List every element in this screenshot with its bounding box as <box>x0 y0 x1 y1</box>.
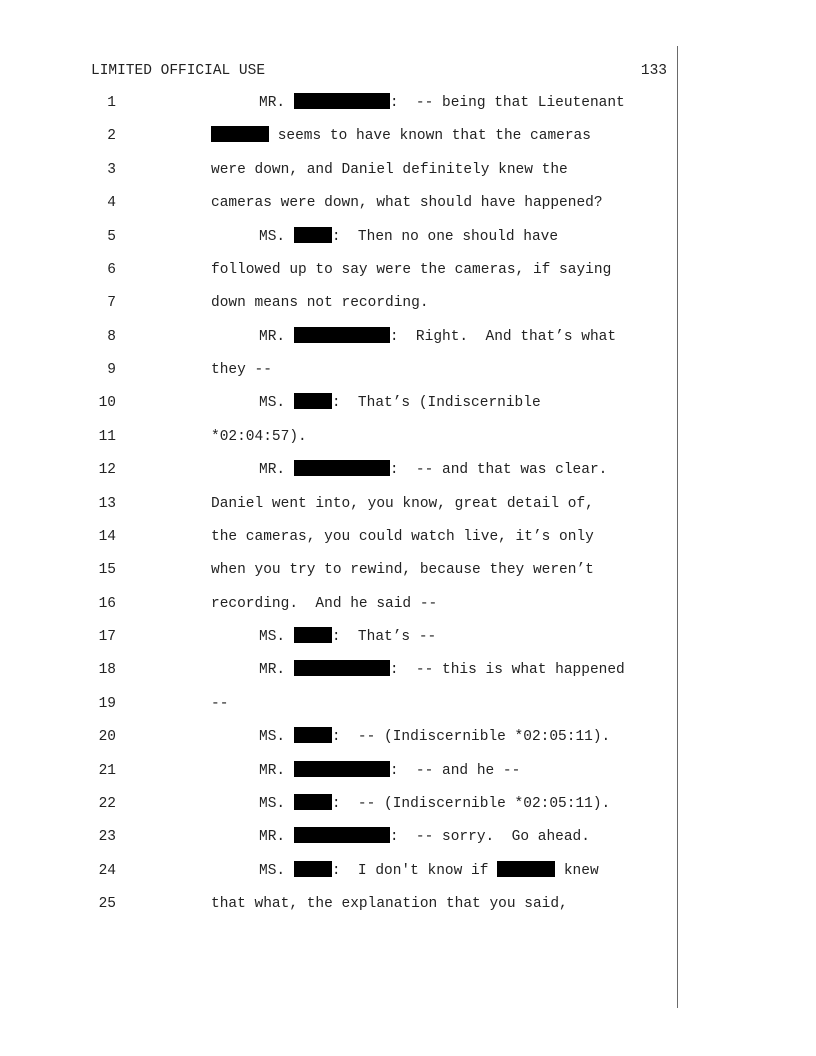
text-segment: MR. <box>259 762 294 779</box>
line-text <box>211 558 594 582</box>
text-segment: were down, and Daniel definitely knew the <box>211 161 568 178</box>
line-number: 6 <box>107 261 116 278</box>
line-text <box>259 792 610 816</box>
transcript-line <box>0 191 676 215</box>
classification-label: LIMITED OFFICIAL USE <box>91 63 266 79</box>
text-segment: : -- and that was clear. <box>389 462 608 479</box>
line-text <box>259 391 541 415</box>
line-number: 13 <box>98 495 116 512</box>
text-segment: : That’s -- <box>331 629 437 645</box>
text-segment: the cameras, you could watch live, it’s only <box>211 528 594 545</box>
line-text <box>211 525 594 549</box>
line-number: 9 <box>107 362 116 378</box>
transcript-line <box>0 792 676 816</box>
line-number: 25 <box>98 896 116 912</box>
redaction-block <box>294 761 390 777</box>
text-segment: MS. <box>259 395 294 412</box>
transcript-line <box>0 692 676 716</box>
line-number: 19 <box>98 695 116 712</box>
redaction-block <box>497 861 555 877</box>
text-segment: MR. <box>259 662 294 679</box>
text-segment: MS. <box>259 795 294 812</box>
line-number: 21 <box>98 762 116 779</box>
text-segment: *02:04:57). <box>211 428 307 445</box>
transcript-line <box>0 124 676 148</box>
line-text <box>259 325 616 349</box>
line-number: 24 <box>98 862 116 879</box>
text-segment: : -- (Indiscernible *02:05:11). <box>331 795 611 812</box>
transcript-line <box>0 291 676 315</box>
text-segment: : -- sorry. Go ahead. <box>389 829 590 846</box>
line-text <box>259 625 436 649</box>
line-number: 7 <box>107 295 116 312</box>
line-text <box>259 225 558 249</box>
line-number: 5 <box>107 228 116 245</box>
text-segment: MS. <box>259 228 294 245</box>
transcript-line <box>0 492 676 516</box>
line-text <box>211 158 568 182</box>
transcript-line <box>0 225 676 249</box>
redaction-block <box>294 794 332 810</box>
line-text <box>211 191 603 215</box>
line-text <box>259 658 625 682</box>
line-number: 17 <box>98 629 116 645</box>
transcript-line <box>0 325 676 349</box>
text-segment: MR. <box>259 95 294 111</box>
transcript-line <box>0 625 676 649</box>
text-segment: : That’s (Indiscernible <box>331 395 541 412</box>
transcript-line <box>0 358 676 382</box>
text-segment: when you try to rewind, because they weren’t <box>211 562 594 579</box>
line-text <box>211 425 307 449</box>
line-number: 14 <box>98 528 116 545</box>
line-number: 22 <box>98 795 116 812</box>
transcript-line <box>0 658 676 682</box>
line-number: 12 <box>98 462 116 479</box>
line-text <box>211 358 272 382</box>
line-text <box>259 458 607 482</box>
redaction-block <box>294 393 332 409</box>
text-segment: : -- and he -- <box>389 762 521 779</box>
redaction-block <box>294 460 390 476</box>
line-number: 18 <box>98 662 116 679</box>
line-text <box>259 725 610 749</box>
text-segment: : -- this is what happened <box>389 662 625 679</box>
page-number: 133 <box>640 63 667 79</box>
text-segment: -- <box>211 695 229 712</box>
line-text <box>211 592 437 616</box>
line-number: 23 <box>98 829 116 846</box>
redaction-block <box>294 861 332 877</box>
transcript-line <box>0 859 676 883</box>
text-segment: down means not recording. <box>211 295 429 312</box>
text-segment: : I don't know if <box>331 862 498 879</box>
right-margin-rule <box>677 46 678 1008</box>
line-text <box>259 859 599 883</box>
transcript-line <box>0 158 676 182</box>
line-number: 8 <box>107 328 116 345</box>
text-segment: followed up to say were the cameras, if saying <box>211 261 612 278</box>
text-segment: : Right. And that’s what <box>389 328 617 345</box>
line-number: 11 <box>98 428 116 445</box>
line-text <box>259 91 625 115</box>
redaction-block <box>294 660 390 676</box>
transcript-line <box>0 425 676 449</box>
text-segment: MS. <box>259 862 294 879</box>
redaction-block <box>294 327 390 343</box>
line-number: 1 <box>107 95 116 111</box>
transcript-line <box>0 759 676 783</box>
line-text <box>211 492 594 516</box>
line-number: 10 <box>98 395 116 412</box>
line-text <box>259 759 520 783</box>
text-segment: : Then no one should have <box>331 228 559 245</box>
text-segment: cameras were down, what should have happened? <box>211 195 603 212</box>
redaction-block <box>294 727 332 743</box>
text-segment: : -- being that Lieutenant <box>389 95 625 111</box>
line-number: 2 <box>107 128 116 145</box>
transcript-line <box>0 458 676 482</box>
text-segment: that what, the explanation that you said, <box>211 896 568 912</box>
line-number: 4 <box>107 195 116 212</box>
text-segment: recording. And he said -- <box>211 595 438 612</box>
text-segment: MS. <box>259 629 294 645</box>
line-number: 16 <box>98 595 116 612</box>
line-number: 20 <box>98 729 116 746</box>
redaction-block <box>294 627 332 643</box>
text-segment: MR. <box>259 328 294 345</box>
text-segment: knew <box>555 862 599 879</box>
text-segment: they -- <box>211 362 272 378</box>
transcript-line <box>0 391 676 415</box>
line-text <box>211 124 591 148</box>
line-text <box>211 291 429 315</box>
line-number: 15 <box>98 562 116 579</box>
text-segment: MR. <box>259 829 294 846</box>
line-text <box>211 258 611 282</box>
text-segment: MR. <box>259 462 294 479</box>
redaction-block <box>211 126 269 142</box>
transcript-line <box>0 592 676 616</box>
transcript-line <box>0 525 676 549</box>
transcript-line <box>0 825 676 849</box>
text-segment: : -- (Indiscernible *02:05:11). <box>331 729 611 746</box>
line-number: 3 <box>107 161 116 178</box>
line-text <box>259 825 590 849</box>
page-header <box>91 61 667 81</box>
redaction-block <box>294 93 390 109</box>
redaction-block <box>294 827 390 843</box>
line-text <box>211 892 568 916</box>
redaction-block <box>294 227 332 243</box>
line-text <box>211 692 228 716</box>
transcript-line <box>0 725 676 749</box>
transcript-line <box>0 91 676 115</box>
text-segment: MS. <box>259 729 294 746</box>
text-segment: Daniel went into, you know, great detail of, <box>211 495 594 512</box>
transcript-line <box>0 892 676 916</box>
transcript-line <box>0 258 676 282</box>
transcript-line <box>0 558 676 582</box>
text-segment: seems to have known that the cameras <box>269 128 591 145</box>
